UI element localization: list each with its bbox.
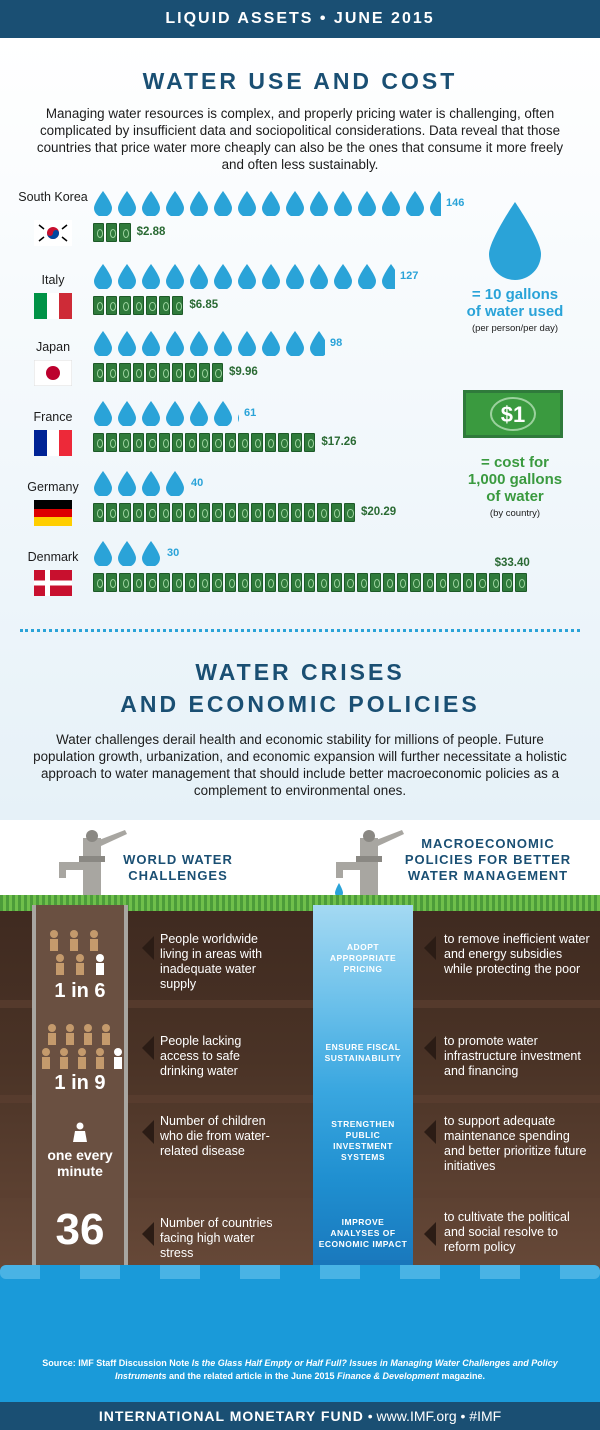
- dollar-bill-icon: [265, 433, 276, 452]
- water-drop-icon: [141, 330, 161, 356]
- water-drop-icon: [429, 190, 441, 216]
- stat-36: 36: [55, 1205, 105, 1254]
- water-drop-icon: [309, 330, 325, 356]
- dollar-bill-icon: [93, 223, 104, 242]
- child-icon: [72, 1122, 88, 1144]
- footer-org: INTERNATIONAL MONETARY FUND: [98, 1408, 364, 1424]
- dollar-bill-icon: [199, 363, 210, 382]
- water-drop-icon: [381, 263, 395, 289]
- dollar-bill-icon: [410, 573, 421, 592]
- water-drop-icon: [213, 330, 233, 356]
- cost-value: $9.96: [229, 366, 258, 378]
- cost-value: $2.88: [136, 226, 166, 238]
- dollar-bill-icon: [291, 433, 302, 452]
- dollar-bill-icon: [423, 573, 434, 592]
- dollar-bill-icon: [93, 363, 104, 382]
- dollar-bill-icon: [489, 573, 500, 592]
- water-drop-icon: [93, 400, 113, 426]
- policy-title-2: ENSURE FISCAL SUSTAINABILITY: [324, 1042, 402, 1063]
- dollar-bill-icon: [133, 363, 144, 382]
- water-drop-icon: [237, 190, 257, 216]
- dollar-bill-icon: [317, 573, 328, 592]
- water-drop-icon: [261, 190, 281, 216]
- dollar-bill-icon: [106, 296, 117, 315]
- policy-text-2: to promote water infrastructure investment and financing: [444, 1034, 581, 1078]
- dollar-bill-icon: [199, 573, 210, 592]
- policy-text-1: to remove inefficient water and energy subsidies while protecting the poor: [444, 932, 590, 976]
- challenge-text-3: Number of children who die from water-related disease: [160, 1114, 270, 1158]
- dollar-bill-icon: [278, 503, 289, 522]
- cost-value: $20.29: [361, 506, 397, 518]
- arrow-marker: [142, 1222, 154, 1246]
- water-drop-icon: [213, 190, 233, 216]
- water-drop-icon: [309, 263, 329, 289]
- dollar-bill-icon: [106, 363, 117, 382]
- dollar-bill-icon: [119, 363, 130, 382]
- dollar-bill-icon: [212, 433, 223, 452]
- section-title-line2: AND ECONOMIC POLICIES: [120, 691, 480, 717]
- dollar-bill-icon: [331, 573, 342, 592]
- dollar-bill-icon: [133, 573, 144, 592]
- arrow-marker: [142, 936, 154, 960]
- dollar-bill-icon: [238, 433, 249, 452]
- water-drop-icon: [117, 190, 137, 216]
- country-label: Germany: [27, 480, 79, 494]
- cost-value: $17.26: [321, 436, 357, 448]
- country-label: South Korea: [18, 190, 88, 204]
- dollar-bill-icon: [344, 503, 355, 522]
- water-drop-icon: [381, 190, 401, 216]
- country-label: Italy: [41, 273, 65, 287]
- legend-drop-line2: of water used: [466, 303, 564, 320]
- flag-icon: [34, 293, 72, 319]
- dollar-bill-icon: [133, 503, 144, 522]
- dollar-bill-icon: [463, 390, 563, 438]
- policy-title-1: ADOPT APPROPRIATE PRICING: [329, 942, 397, 974]
- country-label: Denmark: [27, 550, 79, 564]
- footer: [0, 1402, 600, 1430]
- water-drop-icon: [141, 400, 161, 426]
- dollar-bill-icon: [304, 433, 315, 452]
- dollar-bill-icon: [225, 573, 236, 592]
- dollar-bill-icon: [304, 573, 315, 592]
- water-drop-icon: [213, 400, 233, 426]
- footer-links: • www.IMF.org • #IMF: [363, 1408, 502, 1424]
- legend-bill-line2: 1,000 gallons: [467, 471, 563, 488]
- water-drop-icon: [117, 330, 137, 356]
- dollar-bill-icon: [212, 503, 223, 522]
- legend-drop-sub: (per person/per day): [471, 323, 559, 334]
- dollar-bill-icon: [225, 503, 236, 522]
- water-drop-icon: [165, 330, 185, 356]
- dollar-bill-icon: [317, 503, 328, 522]
- section-title-water-use: WATER USE AND COST: [142, 68, 458, 94]
- header-title: LIQUID ASSETS • JUNE 2015: [0, 0, 600, 38]
- dollar-bill-icon: [119, 296, 130, 315]
- dollar-bill-icon: [119, 573, 130, 592]
- dollar-bill-icon: [93, 503, 104, 522]
- dollar-bill-icon: [185, 503, 196, 522]
- flag-icon: [34, 570, 72, 596]
- water-drop-icon: [237, 400, 239, 426]
- gallons-value: 127: [400, 270, 419, 282]
- dollar-bill-icon: [159, 503, 170, 522]
- water-drop-icon: [117, 263, 137, 289]
- dollar-bill-icon: [238, 573, 249, 592]
- dollar-bill-icon: [185, 433, 196, 452]
- dollar-bill-icon: [106, 573, 117, 592]
- dollar-bill-icon: [251, 503, 262, 522]
- dollar-bill-icon: [278, 573, 289, 592]
- arrow-marker: [142, 1036, 154, 1060]
- people-icon-1-in-9: [40, 1022, 126, 1072]
- arrow-marker: [424, 1036, 436, 1060]
- water-drop-icon: [93, 330, 113, 356]
- dollar-bill-icon: [357, 573, 368, 592]
- dollar-bill-icon: [436, 573, 447, 592]
- flag-icon: [34, 360, 72, 386]
- water-drop-icon: [485, 200, 545, 280]
- water-drop-icon: [285, 263, 305, 289]
- water-drop-icon: [261, 263, 281, 289]
- stat-one-every-minute: one every minute: [47, 1147, 113, 1179]
- policy-title-3: STRENGTHEN PUBLIC INVESTMENT SYSTEMS: [331, 1119, 395, 1162]
- water-drop-icon: [309, 190, 329, 216]
- flag-icon: [34, 220, 72, 246]
- dollar-bill-icon: [397, 573, 408, 592]
- dollar-bill-icon: [172, 296, 183, 315]
- water-drop-icon: [285, 190, 305, 216]
- gallons-value: 146: [446, 197, 465, 209]
- section-intro-water-use: Managing water resources is complex, and properly pricing water is challenging, often complicated by insufficient data and sociopolitical considerations. Data reveal that those countries that price water more cheaply can also be the ones that consume it more freely and often less sustainably.: [36, 106, 564, 172]
- water-drop-icon: [141, 190, 161, 216]
- policy-title-4: IMPROVE ANALYSES OF ECONOMIC IMPACT: [318, 1217, 408, 1249]
- dollar-bill-icon: [304, 503, 315, 522]
- dollar-bill-icon: [502, 573, 513, 592]
- water-drop-icon: [285, 330, 305, 356]
- cost-value: $6.85: [189, 299, 219, 311]
- dollar-bill-icon: [146, 433, 157, 452]
- dollar-bill-icon: [172, 433, 183, 452]
- water-drop-icon: [189, 400, 209, 426]
- water-drop-icon: [357, 190, 377, 216]
- dollar-bill-icon: [93, 433, 104, 452]
- legend-drop-line1: = 10 gallons: [471, 286, 559, 303]
- dollar-bill-icon: [146, 363, 157, 382]
- country-label: France: [33, 410, 73, 424]
- dollar-bill-icon: [159, 433, 170, 452]
- water-drop-icon: [237, 263, 257, 289]
- dollar-bill-label: $1: [490, 397, 536, 431]
- stat-1-in-9: 1 in 9: [54, 1072, 106, 1094]
- cost-value: $33.40: [494, 557, 530, 569]
- water-drop-icon: [117, 470, 137, 496]
- dollar-bill-icon: [159, 363, 170, 382]
- dollar-bill-icon: [331, 503, 342, 522]
- section-intro-water-crises: Water challenges derail health and economic stability for millions of people. Future population growth, urbanization, and economic expansion will further necessitate a holistic approach to water management that should include better macroeconomic policies as a complement to environmental ones.: [33, 732, 567, 798]
- water-drop-icon: [189, 263, 209, 289]
- water-drop-icon: [165, 400, 185, 426]
- challenge-text-4: Number of countries facing high water stress: [160, 1216, 273, 1260]
- people-icon-1-in-6: [46, 928, 108, 978]
- flag-icon: [34, 430, 72, 456]
- water-drop-icon: [93, 540, 113, 566]
- water-drop-icon: [333, 263, 353, 289]
- dollar-bill-icon: [133, 433, 144, 452]
- challenge-text-2: People lacking access to safe drinking water: [160, 1034, 242, 1078]
- dollar-bill-icon: [212, 363, 223, 382]
- water-drop-icon: [93, 190, 113, 216]
- dollar-bill-icon: [172, 363, 183, 382]
- dollar-bill-icon: [106, 503, 117, 522]
- dollar-bill-icon: [370, 573, 381, 592]
- dollar-bill-icon: [106, 433, 117, 452]
- dollar-bill-icon: [449, 573, 460, 592]
- dollar-bill-icon: [146, 296, 157, 315]
- dollar-bill-icon: [199, 433, 210, 452]
- policy-text-3: to support adequate maintenance spending and better prioritize future initiatives: [444, 1114, 587, 1173]
- dollar-bill-icon: [225, 433, 236, 452]
- country-label: Japan: [35, 340, 71, 354]
- gallons-value: 30: [167, 547, 180, 559]
- dollar-bill-icon: [383, 573, 394, 592]
- challenge-text-1: People worldwide living in areas with inadequate water supply: [160, 932, 263, 991]
- section-title-line1: WATER CRISES: [195, 659, 405, 685]
- source-note: Source: IMF Staff Discussion Note Is the Glass Half Empty or Half Full? Issues in Managing Water Challenges and Policy Instruments and the related article in the June 2015 Finance & Development magazine.: [42, 1358, 558, 1381]
- section-divider: [20, 629, 580, 632]
- water-wave: [0, 1265, 600, 1279]
- water-drop-icon: [93, 263, 113, 289]
- dollar-bill-icon: [172, 503, 183, 522]
- water-drop-icon: [141, 540, 161, 566]
- water-drop-icon: [93, 470, 113, 496]
- stat-1-in-6: 1 in 6: [54, 980, 106, 1002]
- dollar-bill-icon: [251, 433, 262, 452]
- water-drop-icon: [261, 330, 281, 356]
- dollar-bill-icon: [185, 573, 196, 592]
- legend-bill-line1: = cost for: [481, 454, 549, 471]
- water-drop-icon: [165, 190, 185, 216]
- arrow-marker: [424, 1222, 436, 1246]
- dollar-bill-icon: [146, 573, 157, 592]
- water-drop-icon: [117, 540, 137, 566]
- water-drop-icon: [405, 190, 425, 216]
- dollar-bill-icon: [119, 433, 130, 452]
- dollar-bill-icon: [106, 223, 117, 242]
- water-drop-icon: [237, 330, 257, 356]
- dollar-bill-icon: [238, 503, 249, 522]
- dollar-bill-icon: [199, 503, 210, 522]
- arrow-marker: [142, 1120, 154, 1144]
- water-drop-icon: [189, 330, 209, 356]
- gallons-value: 98: [330, 337, 343, 349]
- dollar-bill-icon: [93, 573, 104, 592]
- dollar-bill-icon: [278, 433, 289, 452]
- dollar-bill-icon: [185, 363, 196, 382]
- dollar-bill-icon: [251, 573, 262, 592]
- dollar-bill-icon: [93, 296, 104, 315]
- dollar-bill-icon: [133, 296, 144, 315]
- dollar-bill-icon: [212, 573, 223, 592]
- left-column-label: WORLD WATER CHALLENGES: [123, 852, 233, 883]
- water-drop-icon: [357, 263, 377, 289]
- dollar-bill-icon: [265, 573, 276, 592]
- gallons-value: 40: [191, 477, 204, 489]
- dollar-bill-icon: [119, 503, 130, 522]
- section-title-water-crises: [0, 656, 600, 720]
- water-drop-icon: [117, 400, 137, 426]
- flag-icon: [34, 500, 72, 526]
- water-drop-icon: [189, 190, 209, 216]
- legend-bill-line3: of water: [486, 488, 544, 505]
- dollar-bill-icon: [476, 573, 487, 592]
- dollar-bill-icon: [344, 573, 355, 592]
- water-drop-icon: [141, 263, 161, 289]
- gallons-value: 61: [244, 407, 257, 419]
- dollar-bill-icon: [291, 573, 302, 592]
- dollar-bill-icon: [291, 503, 302, 522]
- arrow-marker: [424, 936, 436, 960]
- right-column-label: MACROECONOMIC POLICIES FOR BETTER WATER MANAGEMENT: [404, 836, 572, 883]
- arrow-marker: [424, 1120, 436, 1144]
- legend-bill-sub: (by country): [489, 508, 541, 519]
- dollar-bill-icon: [119, 223, 130, 242]
- water-drop-icon: [333, 190, 353, 216]
- water-drop-icon: [213, 263, 233, 289]
- dollar-bill-icon: [159, 296, 170, 315]
- dollar-bill-icon: [159, 573, 170, 592]
- water-drop-icon: [165, 263, 185, 289]
- policy-text-4: to cultivate the political and social resolve to reform policy: [444, 1210, 570, 1254]
- water-drop-icon: [165, 470, 185, 496]
- dollar-bill-icon: [172, 573, 183, 592]
- dollar-bill-icon: [463, 573, 474, 592]
- dollar-bill-icon: [515, 573, 526, 592]
- water-drop-icon: [141, 470, 161, 496]
- dollar-bill-icon: [265, 503, 276, 522]
- dollar-bill-icon: [146, 503, 157, 522]
